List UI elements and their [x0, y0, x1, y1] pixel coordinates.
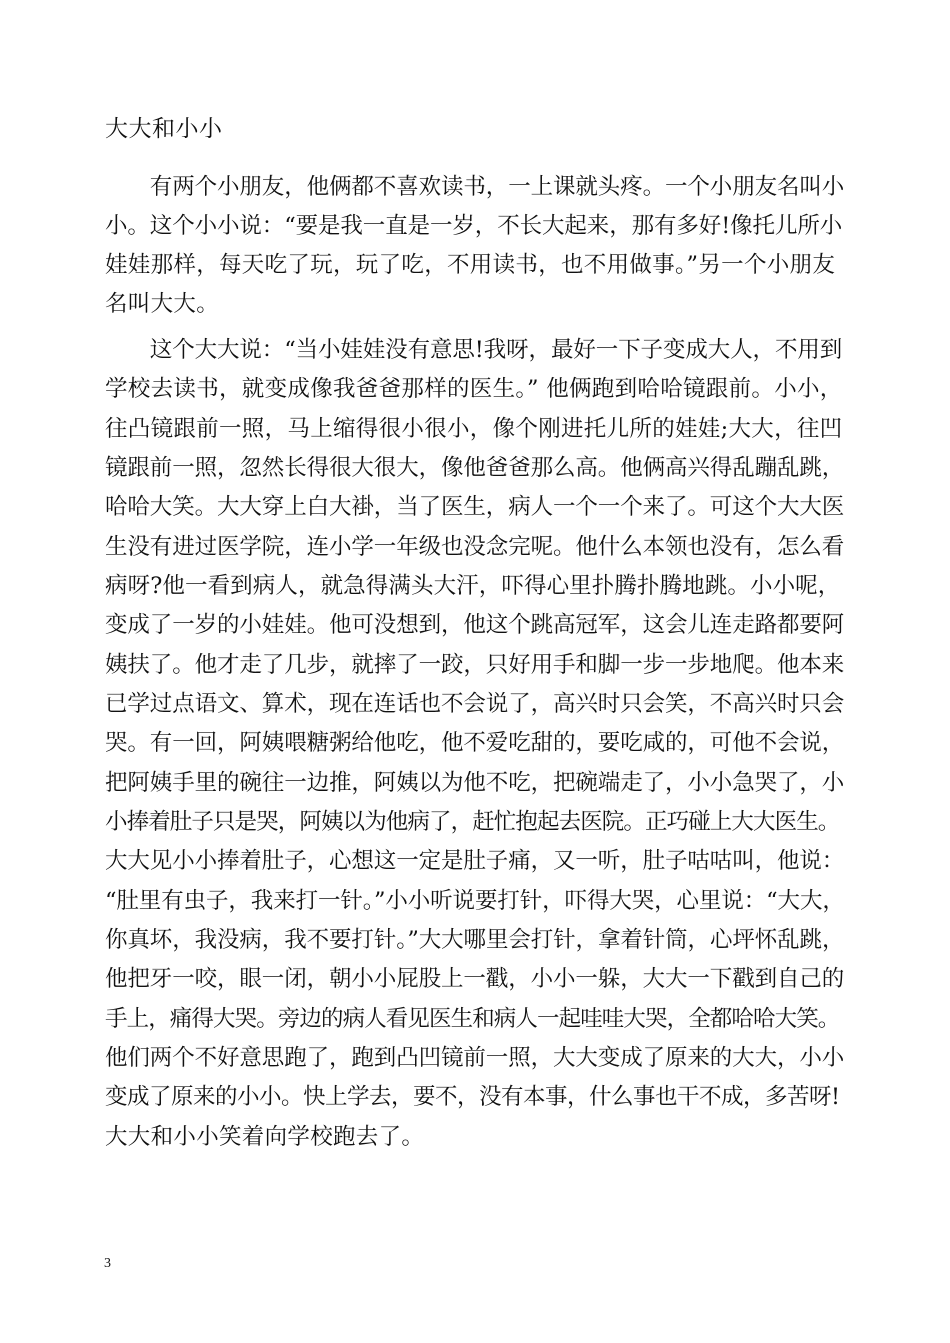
- body-line: 他们两个不好意思跑了，跑到凸凹镜前一照，大大变成了原来的大大，小小: [105, 1045, 845, 1071]
- body-line: 娃娃那样，每天吃了玩，玩了吃，不用读书，也不用做事。”另一个小朋友: [105, 252, 836, 278]
- body-line: 有两个小朋友，他俩都不喜欢读书，一上课就头疼。一个小朋友名叫小: [105, 174, 845, 200]
- body-line: 你真坏，我没病，我不要打针。”大大哪里会打针，拿着针筒，心坪怀乱跳，: [105, 927, 845, 953]
- body-line: 变成了原来的小小。快上学去，要不，没有本事，什么事也干不成，多苦呀!: [105, 1084, 840, 1110]
- body-line: 生没有进过医学院，连小学一年级也没念完呢。他什么本领也没有，怎么看: [105, 534, 845, 560]
- page-number: 3: [104, 1256, 111, 1271]
- body-line: 把阿姨手里的碗往一边推，阿姨以为他不吃，把碗端走了，小小急哭了，小: [105, 770, 845, 796]
- body-line: 小捧着肚子只是哭，阿姨以为他病了，赶忙抱起去医院。正巧碰上大大医生。: [105, 809, 840, 835]
- body-line: 姨扶了。他才走了几步，就摔了一跤，只好用手和脚一步一步地爬。他本来: [105, 652, 845, 678]
- body-line: 大大和小小笑着向学校跑去了。: [105, 1124, 425, 1150]
- body-line: 变成了一岁的小娃娃。他可没想到，他这个跳高冠军，这会儿连走路都要阿: [105, 612, 845, 638]
- body-line: 他把牙一咬，眼一闭，朝小小屁股上一戳，小小一躲，大大一下戳到自己的: [105, 966, 845, 992]
- body-line: 哭。有一回，阿姨喂糖粥给他吃，他不爱吃甜的，要吃咸的，可他不会说，: [105, 730, 845, 756]
- body-line: “肚里有虫子，我来打一针。”小小听说要打针，吓得大哭，心里说：“大大，: [105, 888, 845, 914]
- body-line: 哈哈大笑。大大穿上白大褂，当了医生，病人一个一个来了。可这个大大医: [105, 494, 845, 520]
- body-line: 往凸镜跟前一照，马上缩得很小很小，像个刚进托儿所的娃娃;大大，往凹: [105, 416, 843, 442]
- body-line: 小。这个小小说：“要是我一直是一岁，不长大起来，那有多好!像托儿所小: [105, 213, 843, 239]
- body-line: 这个大大说：“当小娃娃没有意思!我呀，最好一下子变成大人，不用到: [105, 337, 843, 363]
- body-line: 学校去读书，就变成像我爸爸那样的医生。” 他俩跑到哈哈镜跟前。小小，: [105, 376, 843, 402]
- body-line: 镜跟前一照，忽然长得很大很大，像他爸爸那么高。他俩高兴得乱蹦乱跳，: [105, 455, 845, 481]
- body-line: 名叫大大。: [105, 291, 220, 317]
- body-line: 已学过点语文、算术，现在连话也不会说了，高兴时只会笑，不高兴时只会: [105, 691, 845, 717]
- document-title: 大大和小小: [105, 116, 223, 142]
- body-line: 手上，痛得大哭。旁边的病人看见医生和病人一起哇哇大哭，全都哈哈大笑。: [105, 1006, 840, 1032]
- body-line: 大大见小小捧着肚子，心想这一定是肚子痛，又一听，肚子咕咕叫，他说：: [105, 848, 845, 874]
- body-line: 病呀?他一看到病人，就急得满头大汗，吓得心里扑腾扑腾地跳。小小呢，: [105, 573, 841, 599]
